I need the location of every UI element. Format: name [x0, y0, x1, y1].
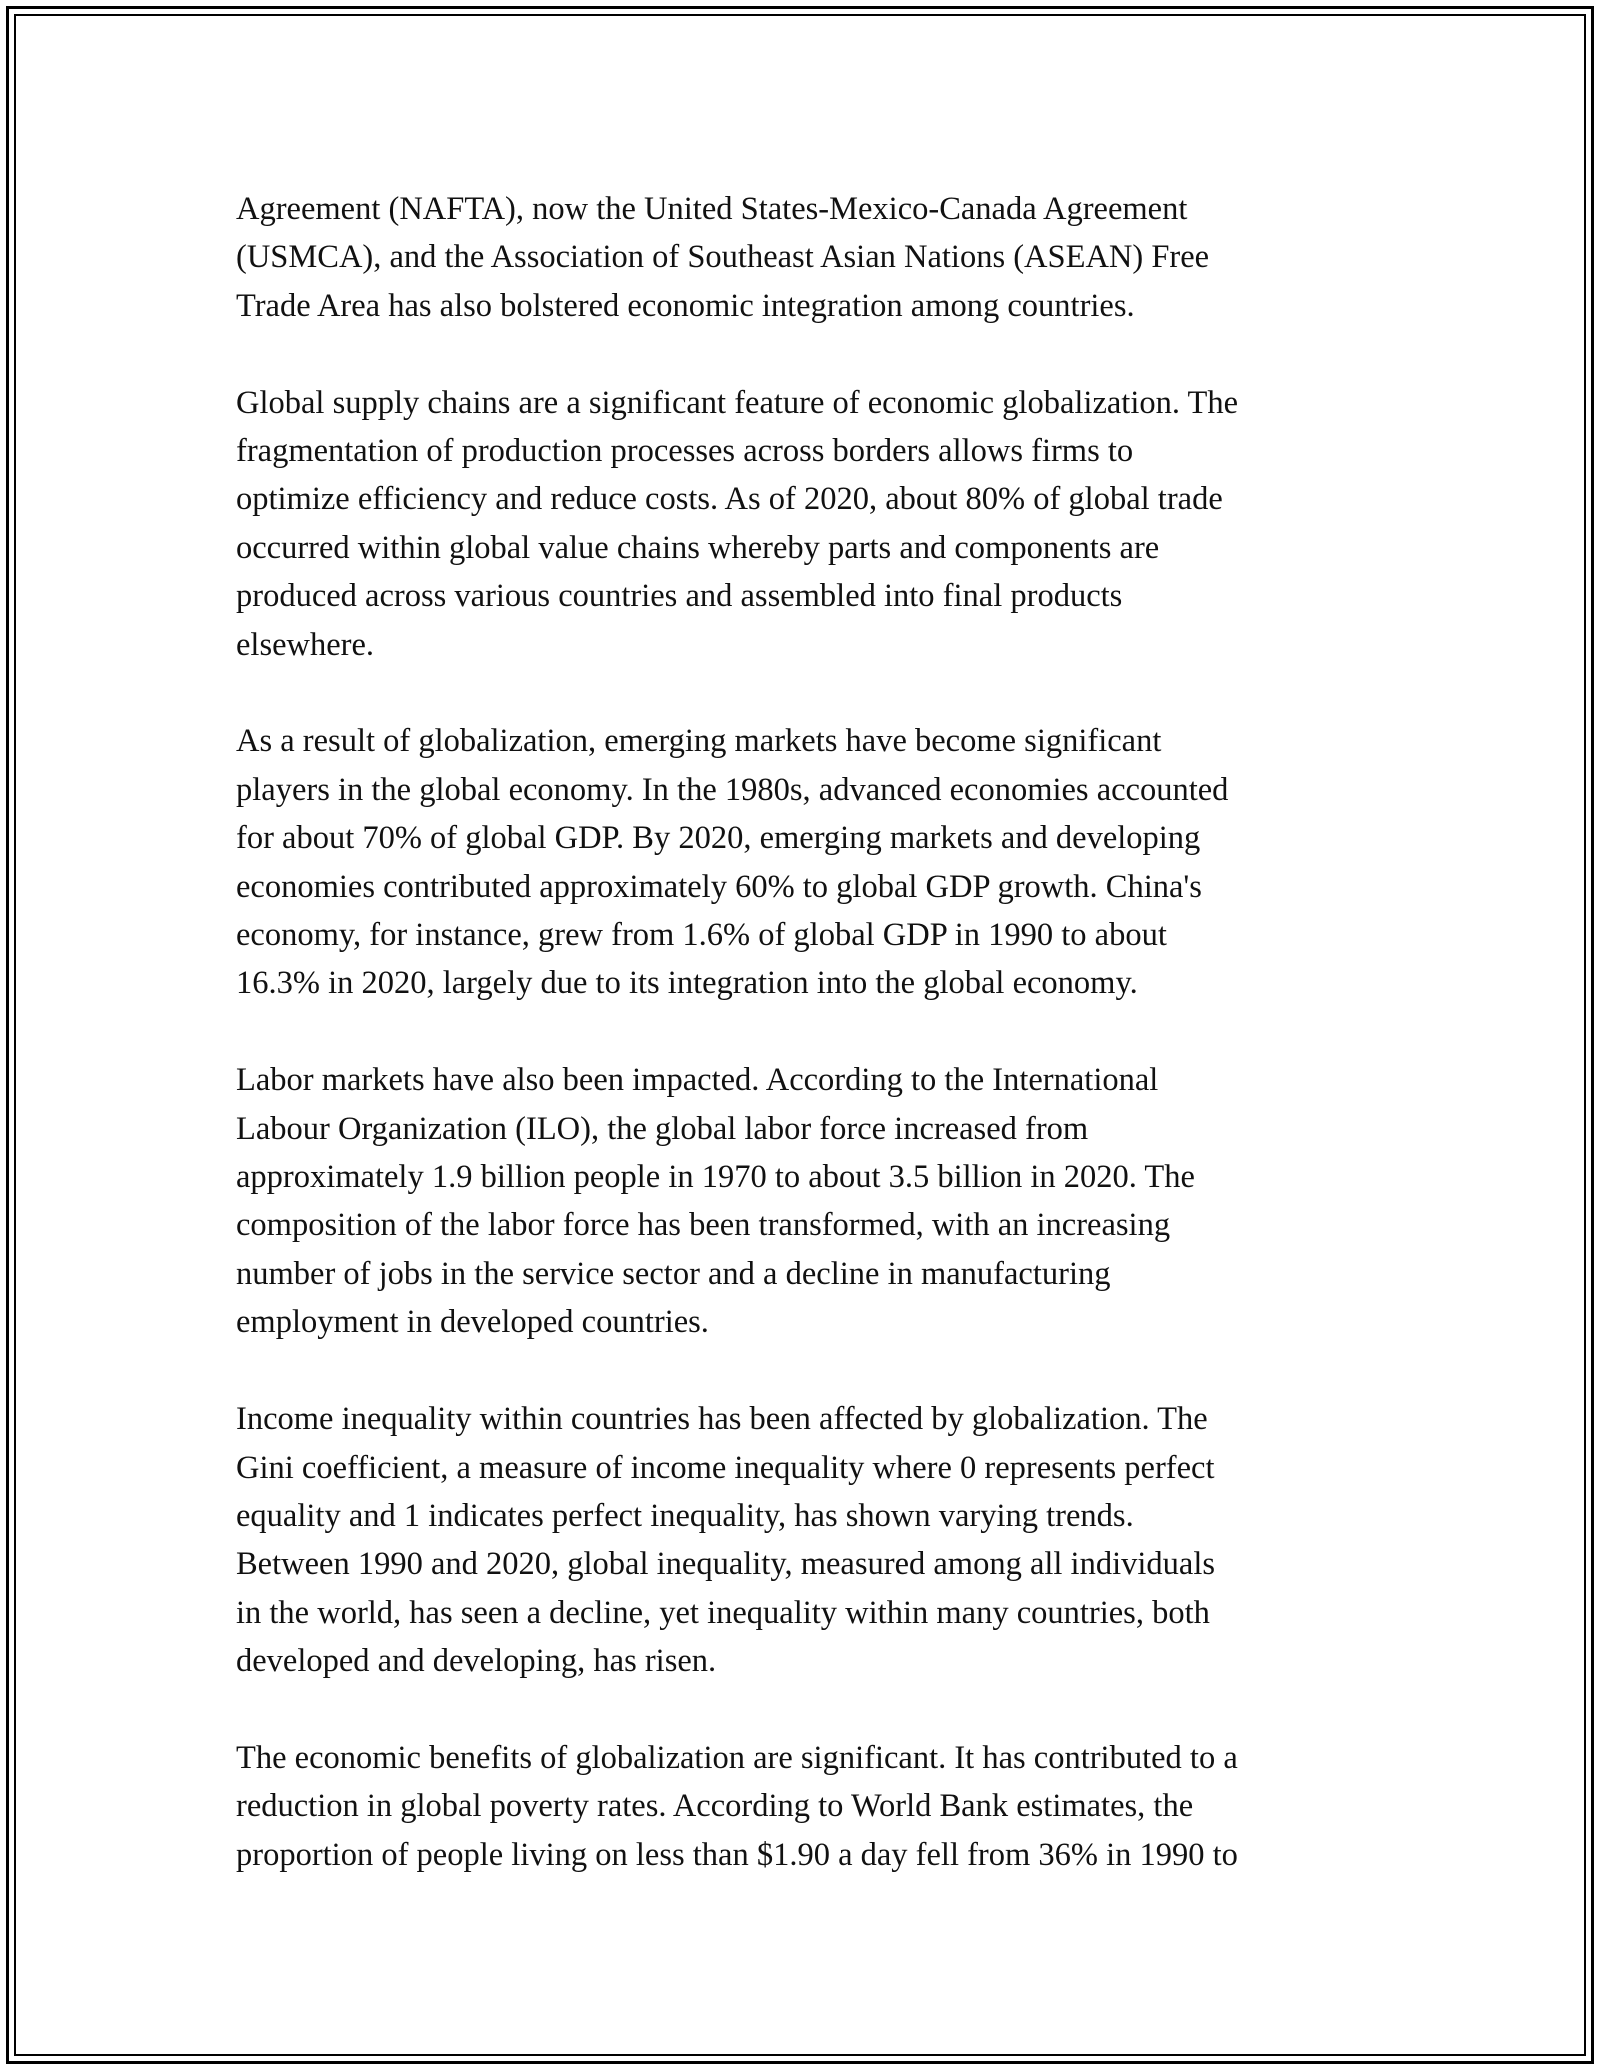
text-line: fragmentation of production processes across borders allows firms to: [236, 433, 1134, 470]
paragraph-supply-chains: [236, 379, 1406, 669]
text-line: occurred within global value chains whereby parts and components are: [236, 529, 1160, 566]
text-line: As a result of globalization, emerging markets have become significant: [236, 723, 1162, 760]
text-line: elsewhere.: [236, 626, 375, 663]
text-line: Gini coefficient, a measure of income inequality where 0 represents perfect: [236, 1449, 1215, 1486]
document-body: [236, 185, 1406, 1928]
paragraph-economic-benefits: [236, 1734, 1406, 1879]
text-line: Labour Organization (ILO), the global labor force increased from: [236, 1110, 1089, 1147]
text-line: produced across various countries and assembled into final products: [236, 578, 1123, 615]
text-line: players in the global economy. In the 1980s, advanced economies accounted: [236, 771, 1229, 808]
paragraph-emerging-markets: [236, 717, 1406, 1007]
text-line: number of jobs in the service sector and a decline in manufacturing: [236, 1255, 1111, 1292]
text-line: Agreement (NAFTA), now the United States-Mexico-Canada Agreement: [236, 191, 1188, 227]
text-line: proportion of people living on less than $1.90 a day fell from 36% in 1990 to: [236, 1836, 1238, 1873]
text-line: composition of the labor force has been transformed, with an increasing: [236, 1207, 1171, 1244]
text-line: for about 70% of global GDP. By 2020, emerging markets and developing: [236, 820, 1201, 857]
text-line: economies contributed approximately 60% to global GDP growth. China's: [236, 868, 1202, 905]
text-line: developed and developing, has risen.: [236, 1643, 717, 1680]
text-line: employment in developed countries.: [236, 1304, 709, 1341]
text-line: Trade Area has also bolstered economic integration among countries.: [236, 287, 1135, 324]
text-line: equality and 1 indicates perfect inequality, has shown varying trends.: [236, 1497, 1134, 1534]
text-line: 16.3% in 2020, largely due to its integration into the global economy.: [236, 965, 1138, 1002]
text-line: optimize efficiency and reduce costs. As of 2020, about 80% of global trade: [236, 481, 1223, 518]
text-line: Labor markets have also been impacted. According to the International: [236, 1062, 1159, 1099]
text-line: economy, for instance, grew from 1.6% of global GDP in 1990 to about: [236, 917, 1167, 954]
text-line: The economic benefits of globalization are significant. It has contributed to a: [236, 1739, 1238, 1776]
text-line: in the world, has seen a decline, yet inequality within many countries, both: [236, 1594, 1210, 1631]
text-line: (USMCA), and the Association of Southeast Asian Nations (ASEAN) Free: [236, 239, 1210, 276]
text-line: Global supply chains are a significant feature of economic globalization. The: [236, 384, 1239, 421]
text-line: approximately 1.9 billion people in 1970 to about 3.5 billion in 2020. The: [236, 1159, 1195, 1196]
text-line: Income inequality within countries has been affected by globalization. The: [236, 1401, 1208, 1438]
text-line: Between 1990 and 2020, global inequality, measured among all individuals: [236, 1546, 1215, 1583]
paragraph-income-inequality: [236, 1395, 1406, 1685]
paragraph-labor-markets: [236, 1056, 1406, 1346]
text-line: reduction in global poverty rates. According to World Bank estimates, the: [236, 1788, 1194, 1825]
paragraph-trade-agreements: [236, 185, 1406, 330]
